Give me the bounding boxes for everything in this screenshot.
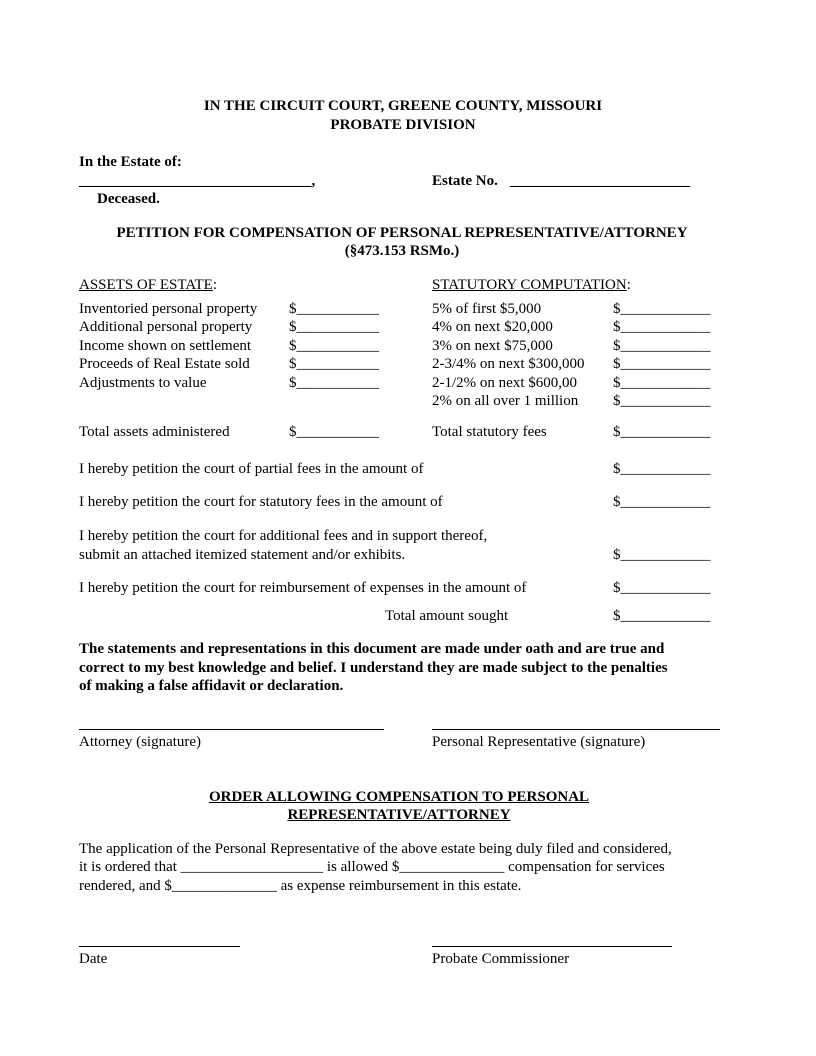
additional-fees-request-line2: submit an attached itemized statement and/or exhibits. [79,547,406,563]
partial-fees-request: I hereby petition the court of partial fees in the amount of [79,461,424,477]
personal-rep-signature-label: Personal Representative (signature) [432,734,646,750]
additional-fees-request-line1: I hereby petition the court for additional fees and in support thereof, [79,528,488,544]
asset-label-income: Income shown on settlement [79,338,252,354]
statutory-label-6: 2% on all over 1 million [432,393,579,409]
statutory-label-5: 2-1/2% on next $600,00 [432,375,577,391]
statutory-label-3: 3% on next $75,000 [432,338,553,354]
statutory-heading [432,276,631,294]
statutory-blank-5[interactable]: $____________ [613,375,711,391]
asset-blank-inventoried[interactable]: $___________ [289,301,379,317]
statutory-blank-2[interactable]: $____________ [613,319,711,335]
estate-of-label: In the Estate of: [79,154,182,170]
partial-fees-blank[interactable]: $____________ [613,461,711,477]
statutory-label-2: 4% on next $20,000 [432,319,553,335]
statutory-label-4: 2-3/4% on next $300,000 [432,356,585,372]
petition-title: PETITION FOR COMPENSATION OF PERSONAL REPRESENTATIVE/ATTORNEY [116,225,688,241]
total-statutory-blank[interactable]: $____________ [613,424,711,440]
asset-label-additional: Additional personal property [79,319,253,335]
personal-rep-signature-line[interactable] [432,729,720,730]
commissioner-label: Probate Commissioner [432,951,570,967]
estate-no-label: Estate No. [432,173,498,189]
order-title-line2: REPRESENTATIVE/ATTORNEY [287,807,511,823]
statutory-blank-4[interactable]: $____________ [613,356,711,372]
estate-no-blank[interactable]: ________________________ [510,173,690,189]
oath-line-1: The statements and representations in this document are made under oath and are true and [79,641,665,657]
statutory-fees-request: I hereby petition the court for statutory fees in the amount of [79,494,443,510]
commissioner-signature-line[interactable] [432,946,672,947]
order-line-2: it is ordered that ___________________ is allowed $______________ compensation for services [79,859,665,875]
asset-blank-income[interactable]: $___________ [289,338,379,354]
asset-blank-adjustments[interactable]: $___________ [289,375,379,391]
statutory-heading-text: STATUTORY COMPUTATION [432,277,627,293]
date-line[interactable] [79,946,240,947]
asset-blank-additional[interactable]: $___________ [289,319,379,335]
total-assets-blank[interactable]: $___________ [289,424,379,440]
asset-blank-real-estate[interactable]: $___________ [289,356,379,372]
division-title: PROBATE DIVISION [330,117,476,133]
total-statutory-label: Total statutory fees [432,424,547,440]
decedent-name-blank[interactable]: _______________________________, [79,173,316,189]
oath-line-2: correct to my best knowledge and belief. I understand they are made subject to the penalties [79,660,668,676]
order-line-1: The application of the Personal Representative of the above estate being duly filed and considered, [79,841,672,857]
assets-heading [79,276,217,294]
assets-heading-text: ASSETS OF ESTATE [79,277,213,293]
additional-fees-blank[interactable]: $____________ [613,547,711,563]
statutory-fees-blank[interactable]: $____________ [613,494,711,510]
statutory-heading-colon: : [626,277,631,293]
statutory-blank-1[interactable]: $____________ [613,301,711,317]
deceased-label: Deceased. [97,191,160,207]
attorney-signature-label: Attorney (signature) [79,734,202,750]
statutory-label-1: 5% of first $5,000 [432,301,542,317]
total-sought-label: Total amount sought [385,608,509,624]
order-line-3: rendered, and $______________ as expense reimbursement in this estate. [79,878,522,894]
date-label: Date [79,951,108,967]
order-title-line1: ORDER ALLOWING COMPENSATION TO PERSONAL [208,789,590,805]
reimbursement-blank[interactable]: $____________ [613,580,711,596]
reimbursement-request: I hereby petition the court for reimbursement of expenses in the amount of [79,580,527,596]
petition-statute: (§473.153 RSMo.) [344,243,460,259]
statutory-blank-3[interactable]: $____________ [613,338,711,354]
asset-label-inventoried: Inventoried personal property [79,301,258,317]
assets-heading-colon: : [212,277,217,293]
oath-line-3: of making a false affidavit or declaration. [79,678,344,694]
statutory-blank-6[interactable]: $____________ [613,393,711,409]
attorney-signature-line[interactable] [79,729,384,730]
court-title: IN THE CIRCUIT COURT, GREENE COUNTY, MISSOURI [203,98,603,114]
asset-label-adjustments: Adjustments to value [79,375,207,391]
total-sought-blank[interactable]: $____________ [613,608,711,624]
asset-label-real-estate: Proceeds of Real Estate sold [79,356,250,372]
total-assets-label: Total assets administered [79,424,230,440]
